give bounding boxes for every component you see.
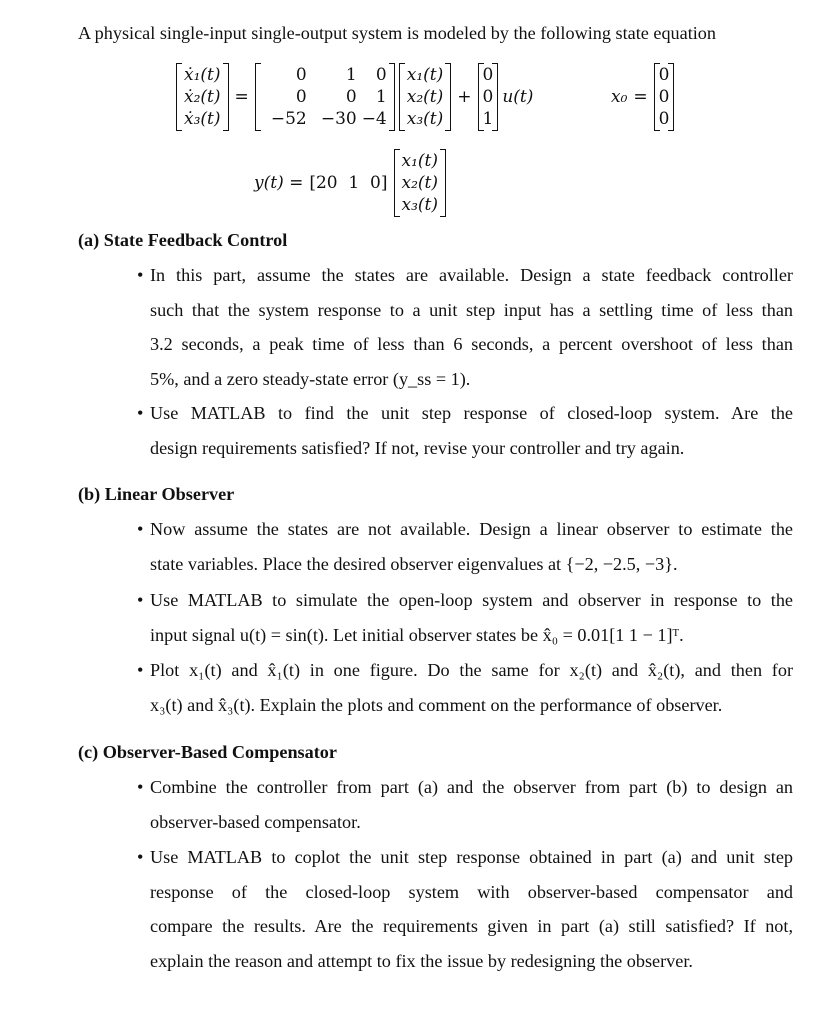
text-line: state variables. Place the desired observer eigenvalues at {−2, −2.5, −3}. [150,553,678,574]
a-cell: −52 [270,109,307,129]
section-b-bullet-1 [137,512,793,581]
text-line: response of the closed-loop system with observer-based compensator and [150,881,793,902]
text-line: Use MATLAB to simulate the open-loop system and observer in response to the [150,590,793,610]
text-line: 5%, and a zero steady-state error (y_ss = 1). [150,368,471,389]
x3: x₃(t) [401,195,439,215]
section-c-title: (c) Observer-Based Compensator [78,742,337,762]
text-line: Combine the controller from part (a) and the observer from part (b) to design an [150,777,793,797]
section-a-bullet-1 [137,258,793,396]
output-lhs: y(t) = [254,173,304,193]
x2: x₂(t) [401,173,439,193]
bullet-dot: • [137,519,144,539]
section-a-title: (a) State Feedback Control [78,230,288,250]
a-matrix [255,63,395,131]
x0-cell: 0 [658,109,670,129]
a-cell: 0 [295,65,307,85]
a-cell: 0 [295,87,307,107]
state-equation [176,62,533,132]
text-line: Use MATLAB to coplot the unit step response obtained in part (a) and unit step [150,847,793,867]
text-line: x₃(t) and x̂₃(t). Explain the plots and comment on the performance of observer. [150,694,723,715]
output-state-vector [394,149,447,217]
x0-vector [654,63,675,131]
bullet-dot: • [137,403,144,423]
text-line: design requirements satisfied? If not, revise your controller and try again. [150,437,685,458]
state-derivative-vector [176,63,229,131]
plus-sign: + [457,87,472,107]
text-line: compare the results. Are the requirements given in part (a) still satisfied? If not, [150,916,793,936]
a-cell: −30 [320,109,357,129]
text-line: 3.2 seconds, a peak time of less than 6 seconds, a percent overshoot of less than [150,334,793,354]
text-line: Plot x₁(t) and x̂₁(t) in one figure. Do the same for x₂(t) and x̂₂(t), and then for [150,660,793,680]
section-c-bullet-2 [137,840,793,978]
intro-text: A physical single-input single-output system is modeled by the following state equation [78,23,716,43]
text-line: In this part, assume the states are available. Design a state feedback controller [150,265,793,285]
xdot1: ẋ₁(t) [184,65,221,85]
section-a-bullet-2 [137,396,793,465]
x1: x₁(t) [406,65,444,85]
input-signal: u(t) [502,87,534,107]
section-b-bullet-3 [137,653,793,722]
text-line: Now assume the states are not available. Design a linear observer to estimate the [150,519,793,539]
a-cell: −4 [361,109,387,129]
c-matrix: [20 1 0] [309,173,388,193]
a-cell: 0 [375,65,387,85]
text-line: input signal u(t) = sin(t). Let initial observer states be x̂₀ = 0.01[1 1 − 1]ᵀ. [150,624,684,645]
bullet-dot: • [137,777,144,797]
equals-sign: = [234,87,249,107]
x0-cell: 0 [658,87,670,107]
initial-condition [611,62,674,132]
state-vector [399,63,452,131]
bullet-dot: • [137,590,144,610]
b-vector [478,63,499,131]
section-c-bullet-1 [137,770,793,839]
bullet-dot: • [137,660,144,680]
x2: x₂(t) [406,87,444,107]
section-b-title: (b) Linear Observer [78,484,235,504]
a-cell: 1 [345,65,357,85]
text-line: Use MATLAB to find the unit step response of closed-loop system. Are the [150,403,793,423]
x0-cell: 0 [658,65,670,85]
x1: x₁(t) [401,151,439,171]
a-cell: 1 [375,87,387,107]
b-cell: 1 [482,109,494,129]
section-b-bullet-2 [137,583,793,652]
b-cell: 0 [482,65,494,85]
text-line: observer-based compensator. [150,811,361,832]
xdot3: ẋ₃(t) [184,109,221,129]
x3: x₃(t) [406,109,444,129]
bullet-dot: • [137,847,144,867]
xdot2: ẋ₂(t) [184,87,221,107]
text-line: explain the reason and attempt to fix the issue by redesigning the observer. [150,950,693,971]
b-cell: 0 [482,87,494,107]
text-line: such that the system response to a unit step input has a settling time of less than [150,299,793,320]
bullet-dot: • [137,265,144,285]
output-equation [254,147,446,219]
equals-sign: = [633,87,648,107]
x0-label: x₀ [611,87,628,107]
a-cell: 0 [345,87,357,107]
